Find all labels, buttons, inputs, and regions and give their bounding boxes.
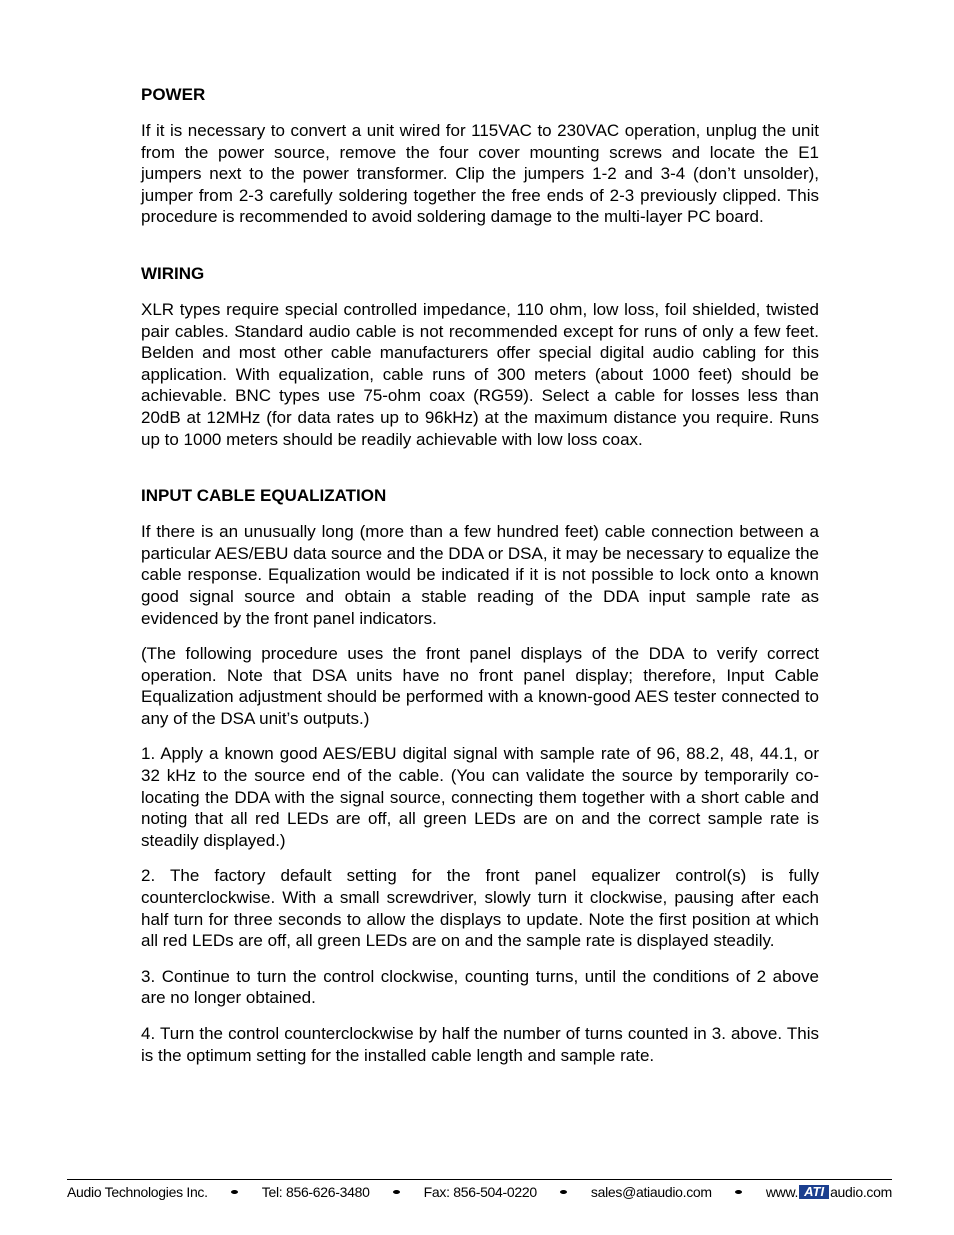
equalization-step-2: 2. The factory default setting for the front panel equalizer control(s) is fully counterclockwise. With a small screwdriver, slowly turn it clockwise, pausing after each half turn for three seconds to allow the displays to update. Note the first position at which all red LEDs are off, all green LEDs are on and the sample rate is displayed steadily. [141,866,819,951]
website-prefix: www. [765,1184,799,1200]
footer-telephone: Tel: 856-626-3480 [261,1184,370,1200]
bullet-icon [231,1190,238,1194]
power-paragraph: If it is necessary to convert a unit wired for 115VAC to 230VAC operation, unplug the unit from the power source, remove the four cover mounting screws and locate the E1 jumpers next to the power transformer. Clip the jumpers 1-2 and 3-4 (don’t unsolder), jumper from 2-3 carefully soldering together the free ends of 2-3 previously clipped. This procedure is recommended to avoid soldering damage to the multi-layer PC board. [141,121,819,227]
footer-divider [67,1179,892,1180]
wiring-paragraph: XLR types require special controlled impedance, 110 ohm, low loss, foil shielded, twisted pair cables. Standard audio cable is not recommended except for runs of only a few feet. Belden and most other cable manufacturers offer special digital audio cabling for this application. With equalization, cable runs of 300 meters (about 1000 feet) should be achievable. BNC types use 75-ohm coax (RG59). Select a cable for losses less than 20dB at 12MHz (for data rates up to 96kHz) at the maximum distance you require. Runs up to 1000 meters should be readily achievable with low loss coax. [141,299,819,449]
ati-logo-icon: ATI [799,1185,829,1199]
footer-fax: Fax: 856-504-0220 [423,1184,537,1200]
section-heading-equalization: INPUT CABLE EQUALIZATION [141,486,387,506]
footer-company: Audio Technologies Inc. [67,1184,208,1200]
equalization-step-3: 3. Continue to turn the control clockwise, counting turns, until the conditions of 2 above are no longer obtained. [141,966,819,1008]
document-body [141,84,819,1080]
section-spacer [141,464,819,485]
equalization-intro-paragraph: If there is an unusually long (more than a few hundred feet) cable connection between a particular AES/EBU data source and the DDA or DSA, it may be necessary to equalize the cable response. Equalization would be indicated if it is not possible to lock onto a known good signal source and obtain a stable reading of the DDA input sample rate as evidenced by the front panel indicators. [141,522,819,628]
section-spacer [141,242,819,263]
section-heading-power: POWER [141,85,206,104]
bullet-icon [560,1190,567,1194]
footer-email: sales@atiaudio.com [590,1184,712,1200]
bullet-icon [735,1190,742,1194]
section-heading-wiring: WIRING [141,263,205,283]
website-suffix: audio.com [830,1184,892,1200]
page-footer [67,1183,892,1201]
equalization-note-paragraph: (The following procedure uses the front panel displays of the DDA to verify correct operation. Note that DSA units have no front panel display; therefore, Input Cable Equalization adjustment should be performed with a known-good AES tester connected to any of the DSA unit’s outputs.) [141,644,819,728]
equalization-step-1: 1. Apply a known good AES/EBU digital signal with sample rate of 96, 88.2, 48, 44.1, or 32 kHz to the source end of the cable. (You can validate the source by temporarily co-locating the DDA with the signal source, connecting them together with a short cable and noting that all red LEDs are off, all green LEDs are on and the correct sample rate is steadily displayed.) [141,744,819,850]
footer-website [766,1184,892,1200]
equalization-step-4: 4. Turn the control counterclockwise by half the number of turns counted in 3. above. This is the optimum setting for the installed cable length and sample rate. [141,1024,819,1065]
bullet-icon [393,1190,400,1194]
